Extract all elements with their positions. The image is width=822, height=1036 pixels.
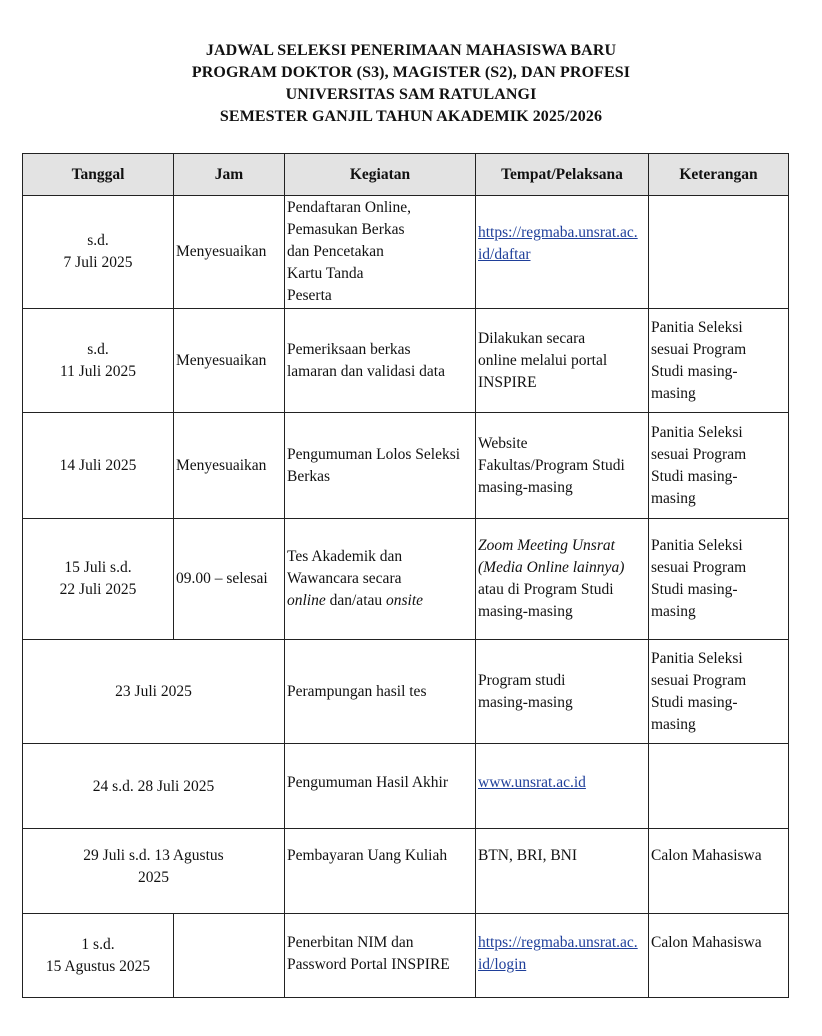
cell-text: sesuai Program (651, 340, 747, 358)
cell-text: sesuai Program (651, 445, 747, 463)
cell-text: Calon Mahasiswa (651, 934, 762, 951)
cell-tempat (476, 829, 649, 914)
table-row (23, 914, 789, 998)
registration-link[interactable]: id/daftar (478, 246, 531, 263)
cell-text: Pembayaran Uang Kuliah (287, 847, 448, 864)
login-link[interactable]: id/login (478, 956, 527, 973)
cell-text: sesuai Program (651, 559, 747, 576)
cell-tanggal (23, 196, 174, 309)
cell-text: masing-masing (478, 693, 573, 711)
cell-text: BTN, BRI, BNI (478, 847, 578, 864)
cell-text: Dilakukan secara (478, 329, 586, 347)
cell-text: Password Portal INSPIRE (287, 956, 450, 973)
cell-text: 7 Juli 2025 (63, 254, 133, 271)
cell-keterangan (649, 309, 789, 413)
cell-text: Calon Mahasiswa (651, 847, 762, 864)
table-row (23, 413, 789, 519)
cell-text: Menyesuaikan (176, 243, 267, 260)
cell-text: 15 Agustus 2025 (45, 957, 151, 975)
cell-text: 29 Juli s.d. 13 Agustus (83, 847, 224, 864)
title-line-1: JADWAL SELEKSI PENERIMAAN MAHASISWA BARU (205, 42, 617, 59)
cell-kegiatan (285, 829, 476, 914)
cell-tempat (476, 744, 649, 829)
cell-text: 14 Juli 2025 (59, 457, 137, 474)
cell-tempat (476, 640, 649, 744)
cell-text: 22 Juli 2025 (59, 581, 137, 598)
cell-tanggal (23, 309, 174, 413)
cell-text: 1 s.d. (81, 935, 115, 953)
cell-text: Pemasukan Berkas (287, 221, 405, 238)
cell-text: 11 Juli 2025 (59, 362, 137, 380)
cell-keterangan (649, 829, 789, 914)
cell-keterangan (649, 744, 789, 829)
cell-tanggal (23, 640, 285, 744)
cell-text: 23 Juli 2025 (115, 682, 192, 700)
cell-kegiatan (285, 914, 476, 998)
cell-text: masing (651, 603, 696, 620)
cell-text-italic: onsite (386, 592, 424, 609)
cell-text: masing-masing (478, 603, 573, 620)
table-row (23, 829, 789, 914)
cell-keterangan (649, 640, 789, 744)
cell-jam (174, 413, 285, 519)
header-tempat: Tempat/Pelaksana (476, 154, 649, 196)
cell-keterangan (649, 413, 789, 519)
cell-keterangan (649, 519, 789, 640)
cell-text: Studi masing- (651, 362, 738, 380)
cell-text: Pengumuman Hasil Akhir (287, 774, 449, 791)
table-row (23, 196, 789, 309)
cell-text: Fakultas/Program Studi (478, 456, 625, 474)
cell-text: Panitia Seleksi (651, 423, 743, 441)
cell-kegiatan (285, 744, 476, 829)
cell-text: Perampungan hasil tes (287, 682, 427, 700)
cell-text: atau di Program Studi (478, 581, 614, 598)
cell-text: Tes Akademik dan (287, 548, 403, 565)
cell-text: Pendaftaran Online, (287, 199, 411, 216)
cell-text: dan/atau (325, 592, 387, 609)
cell-text: masing-masing (478, 478, 573, 496)
cell-text-mixed (287, 590, 473, 612)
cell-text: sesuai Program (651, 671, 747, 689)
cell-keterangan (649, 914, 789, 998)
cell-kegiatan (285, 519, 476, 640)
cell-kegiatan (285, 196, 476, 309)
cell-text: masing (651, 489, 696, 507)
cell-kegiatan (285, 640, 476, 744)
registration-link[interactable]: https://regmaba.unsrat.ac. (478, 224, 638, 241)
cell-jam (174, 914, 285, 998)
cell-text: INSPIRE (478, 373, 537, 391)
cell-text: 09.00 – selesai (176, 570, 268, 587)
cell-text: Website (478, 434, 528, 452)
header-tanggal: Tanggal (23, 154, 174, 196)
cell-text: Studi masing- (651, 693, 738, 711)
cell-text: 24 s.d. 28 Juli 2025 (92, 778, 215, 795)
cell-text: Panitia Seleksi (651, 649, 743, 667)
cell-tanggal (23, 744, 285, 829)
cell-keterangan (649, 196, 789, 309)
cell-text: Wawancara secara (287, 570, 402, 587)
cell-text: s.d. (87, 340, 109, 358)
cell-jam (174, 519, 285, 640)
title-line-4: SEMESTER GANJIL TAHUN AKADEMIK 2025/2026 (219, 108, 603, 125)
table-row (23, 640, 789, 744)
cell-tempat (476, 914, 649, 998)
cell-text: Berkas (287, 467, 331, 485)
login-link[interactable]: https://regmaba.unsrat.ac. (478, 934, 638, 951)
document-title (0, 40, 822, 128)
cell-text: s.d. (87, 232, 109, 249)
cell-kegiatan (285, 413, 476, 519)
cell-text: masing (651, 715, 696, 733)
cell-kegiatan (285, 309, 476, 413)
cell-text: online melalui portal (478, 351, 608, 369)
header-kegiatan: Kegiatan (285, 154, 476, 196)
cell-text: dan Pencetakan (287, 243, 384, 260)
header-keterangan: Keterangan (649, 154, 789, 196)
cell-text: Peserta (287, 287, 332, 304)
table-row (23, 744, 789, 829)
table-row (23, 519, 789, 640)
cell-text: Panitia Seleksi (651, 318, 743, 336)
cell-text-italic: online (287, 592, 326, 609)
cell-text: Pemeriksaan berkas (287, 340, 411, 358)
cell-tempat (476, 519, 649, 640)
cell-text: Program studi (478, 671, 566, 689)
cell-tempat (476, 196, 649, 309)
cell-text: 2025 (138, 869, 169, 886)
cell-tanggal (23, 914, 174, 998)
cell-text: Studi masing- (651, 581, 738, 598)
title-line-3: UNIVERSITAS SAM RATULANGI (285, 86, 537, 103)
website-link[interactable]: www.unsrat.ac.id (478, 774, 586, 791)
cell-text: Studi masing- (651, 467, 738, 485)
cell-tempat (476, 309, 649, 413)
cell-jam (174, 309, 285, 413)
cell-tempat (476, 413, 649, 519)
cell-text: Menyesuaikan (176, 351, 267, 369)
cell-text: masing (651, 384, 696, 402)
schedule-table (22, 153, 789, 998)
cell-text: lamaran dan validasi data (287, 362, 445, 380)
table-row (23, 309, 789, 413)
cell-tanggal (23, 829, 285, 914)
cell-text: Kartu Tanda (287, 265, 364, 282)
table-header-row (23, 154, 789, 196)
header-jam: Jam (174, 154, 285, 196)
cell-text: 15 Juli s.d. (64, 559, 132, 576)
title-line-2: PROGRAM DOKTOR (S3), MAGISTER (S2), DAN PROFESI (191, 64, 631, 81)
cell-tanggal (23, 413, 174, 519)
cell-tanggal (23, 519, 174, 640)
cell-text-italic: Zoom Meeting Unsrat (478, 537, 615, 554)
cell-text: Panitia Seleksi (651, 537, 743, 554)
cell-text-italic: (Media Online lainnya) (478, 559, 625, 576)
cell-text: Menyesuaikan (176, 456, 267, 474)
cell-jam (174, 196, 285, 309)
cell-text: Penerbitan NIM dan (287, 934, 414, 951)
cell-text: Pengumuman Lolos Seleksi (287, 445, 461, 463)
